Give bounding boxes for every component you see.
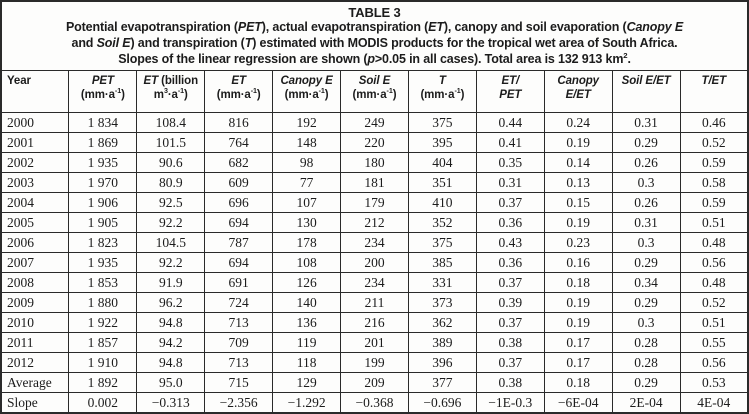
table-cell: 140 [273,293,341,313]
table-cell: 0.26 [612,153,680,173]
table-cell: 377 [408,373,476,393]
table-cell: 0.29 [612,253,680,273]
table-cell: 101.5 [137,133,205,153]
row-label: 2010 [1,313,69,333]
table-cell: −0.313 [137,393,205,414]
table-cell: 108.4 [137,113,205,133]
row-label: 2011 [1,333,69,353]
column-header: T/ET [680,71,748,113]
column-header: PET $(mm\cdot a^{-1})$ [69,71,137,113]
table-cell: 691 [205,273,273,293]
table-cell: 0.29 [612,373,680,393]
table-title-block [1,1,748,71]
table-row [1,313,748,333]
table-cell: 209 [341,373,409,393]
table-cell: 682 [205,153,273,173]
table-cell: 1 935 [69,253,137,273]
table-cell: 713 [205,353,273,373]
row-label: 2002 [1,153,69,173]
table-cell: 4E-04 [680,393,748,414]
table-cell: 713 [205,313,273,333]
table-cell: 148 [273,133,341,153]
table-cell: 0.19 [544,313,612,333]
table-cell: 0.15 [544,193,612,213]
table-cell: 0.24 [544,113,612,133]
table-cell: 1 970 [69,173,137,193]
table-cell: 0.36 [476,213,544,233]
row-label: 2000 [1,113,69,133]
table-cell: 92.2 [137,253,205,273]
table-cell: 95.0 [137,373,205,393]
table-cell: 724 [205,293,273,313]
table-row [1,293,748,313]
column-header: Soil E $(mm\cdot a^{-1})$ [341,71,409,113]
table-cell: 92.2 [137,213,205,233]
table-cell: 136 [273,313,341,333]
table-cell: 91.9 [137,273,205,293]
table-row [1,113,748,133]
table-cell: 1 857 [69,333,137,353]
table-cell: 0.37 [476,353,544,373]
table-row [1,333,748,353]
table-row [1,273,748,293]
table-cell: 126 [273,273,341,293]
table-cell: 375 [408,233,476,253]
table-cell: 0.002 [69,393,137,414]
table-cell: 787 [205,233,273,253]
table-cell: 201 [341,333,409,353]
table-row [1,233,748,253]
table-row [1,213,748,233]
table-cell: 80.9 [137,173,205,193]
table-cell: 178 [273,233,341,253]
column-header: Canopy E $(mm\cdot a^{-1})$ [273,71,341,113]
table-cell: 0.55 [680,333,748,353]
table-row [1,353,748,373]
table-cell: 0.59 [680,193,748,213]
table-number: TABLE 3 [348,4,401,20]
table-cell: 2E-04 [612,393,680,414]
table-cell: 119 [273,333,341,353]
row-label: 2001 [1,133,69,153]
table-cell: 1 880 [69,293,137,313]
table-cell: 0.29 [612,293,680,313]
table-cell: 108 [273,253,341,273]
table-cell: 1 823 [69,233,137,253]
table-cell: 609 [205,173,273,193]
table-cell: 0.51 [680,313,748,333]
column-header: T $(mm\cdot a^{-1})$ [408,71,476,113]
table-cell: 1 906 [69,193,137,213]
row-label: 2003 [1,173,69,193]
row-label: 2008 [1,273,69,293]
table-cell: 118 [273,353,341,373]
table-cell: 98 [273,153,341,173]
table-cell: 181 [341,173,409,193]
row-label: 2005 [1,213,69,233]
table-cell: 1 892 [69,373,137,393]
table-cell: 395 [408,133,476,153]
table-cell: 1 905 [69,213,137,233]
table-cell: 389 [408,333,476,353]
column-header: ET/ PET [476,71,544,113]
table-cell: 0.26 [612,193,680,213]
table-cell: 0.13 [544,173,612,193]
table-cell: 0.19 [544,133,612,153]
table-head [1,1,748,113]
column-header: ET $(mm\cdot a^{-1})$ [205,71,273,113]
column-header: Canopy E/ET [544,71,612,113]
table-cell: 94.2 [137,333,205,353]
table-cell: 0.18 [544,273,612,293]
table-cell: 92.5 [137,193,205,213]
table-cell: 0.44 [476,113,544,133]
table-cell: 130 [273,213,341,233]
table-cell: 180 [341,153,409,173]
header-row [1,71,748,113]
table-cell: 0.37 [476,273,544,293]
table-cell: 212 [341,213,409,233]
table-cell: 0.36 [476,253,544,273]
table-cell: 0.39 [476,293,544,313]
table-cell: 234 [341,233,409,253]
table-row [1,393,748,414]
table-cell: 0.46 [680,113,748,133]
table-row [1,373,748,393]
table-cell: 0.28 [612,333,680,353]
table-cell: 0.28 [612,353,680,373]
table-cell: 1 853 [69,273,137,293]
column-header: ET (billion $m^3\cdot a^{-1}$) [137,71,205,113]
row-label: 2004 [1,193,69,213]
table-cell: 94.8 [137,353,205,373]
table-body [1,113,748,414]
table-row [1,153,748,173]
table-cell: 352 [408,213,476,233]
table-cell: 362 [408,313,476,333]
table-cell: 0.18 [544,373,612,393]
table-cell: 709 [205,333,273,353]
table-cell: 234 [341,273,409,293]
table-cell: 0.3 [612,233,680,253]
table-cell: 0.59 [680,153,748,173]
table-cell: 0.53 [680,373,748,393]
table-cell: 107 [273,193,341,213]
table-cell: 1 922 [69,313,137,333]
table-cell: 0.38 [476,373,544,393]
table-cell: 96.2 [137,293,205,313]
table-cell: 351 [408,173,476,193]
table-cell: 0.31 [476,173,544,193]
table-cell: 0.19 [544,213,612,233]
row-label: 2009 [1,293,69,313]
table-cell: 0.19 [544,293,612,313]
table-cell: 199 [341,353,409,373]
table-cell: 0.3 [612,313,680,333]
table-cell: 816 [205,113,273,133]
table-cell: 200 [341,253,409,273]
table-cell: 373 [408,293,476,313]
table-cell: 0.41 [476,133,544,153]
table-cell: 410 [408,193,476,213]
table-cell: 0.48 [680,273,748,293]
table-cell: 0.16 [544,253,612,273]
table-row [1,133,748,153]
table-cell: 104.5 [137,233,205,253]
table-cell: 385 [408,253,476,273]
table-cell: 192 [273,113,341,133]
table-cell: 0.37 [476,313,544,333]
table-cell: 0.38 [476,333,544,353]
table-cell: 0.17 [544,333,612,353]
table-caption: Potential evapotranspiration (PET), actual evapotranspiration (ET), canopy and soil evaporation (Canopy E and Soil E) and transpiration (T) estimated with MODIS products for the tropical wet area of South Africa. Slopes of the linear regression are shown (p>0.05 in all cases). Total area is 132 913 $km^2$. [65,20,684,66]
row-label: Average [1,373,69,393]
table-row [1,193,748,213]
title-row [1,1,748,71]
table-cell: 0.52 [680,293,748,313]
table-cell: 331 [408,273,476,293]
column-header: Year [1,71,69,113]
table-cell: 249 [341,113,409,133]
table-cell: −1E-0.3 [476,393,544,414]
table-cell: 0.14 [544,153,612,173]
row-label: Slope [1,393,69,414]
table-cell: 179 [341,193,409,213]
table-cell: −0.696 [408,393,476,414]
table-cell: 94.8 [137,313,205,333]
table-cell: 0.56 [680,353,748,373]
table-cell: 0.29 [612,133,680,153]
table-cell: 1 910 [69,353,137,373]
table-cell: 211 [341,293,409,313]
table-cell: 0.48 [680,233,748,253]
table-cell: 375 [408,113,476,133]
table-row [1,173,748,193]
table-cell: 764 [205,133,273,153]
table-cell: 77 [273,173,341,193]
table-cell: 696 [205,193,273,213]
row-label: 2007 [1,253,69,273]
row-label: 2006 [1,233,69,253]
table-cell: 396 [408,353,476,373]
table-cell: 90.6 [137,153,205,173]
table-cell: 0.58 [680,173,748,193]
table-cell: −0.368 [341,393,409,414]
table-cell: 0.51 [680,213,748,233]
table-cell: −6E-04 [544,393,612,414]
table-cell: 0.52 [680,133,748,153]
table-cell: 1 935 [69,153,137,173]
table-cell: 1 869 [69,133,137,153]
table-cell: 0.3 [612,173,680,193]
table-cell: 0.31 [612,113,680,133]
table-cell: 216 [341,313,409,333]
table-cell: 129 [273,373,341,393]
table-cell: 0.35 [476,153,544,173]
table-cell: 0.43 [476,233,544,253]
table-cell: 694 [205,253,273,273]
table-cell: 0.34 [612,273,680,293]
table-cell: −2.356 [205,393,273,414]
column-header: Soil E/ET [612,71,680,113]
table-cell: 0.56 [680,253,748,273]
table-cell: 694 [205,213,273,233]
table-cell: 0.37 [476,193,544,213]
table-cell: 0.17 [544,353,612,373]
row-label: 2012 [1,353,69,373]
table-row [1,253,748,273]
table-cell: 404 [408,153,476,173]
table-cell: 715 [205,373,273,393]
table-cell: 1 834 [69,113,137,133]
table-cell: 0.23 [544,233,612,253]
table-cell: −1.292 [273,393,341,414]
table-cell: 220 [341,133,409,153]
table-cell: 0.31 [612,213,680,233]
